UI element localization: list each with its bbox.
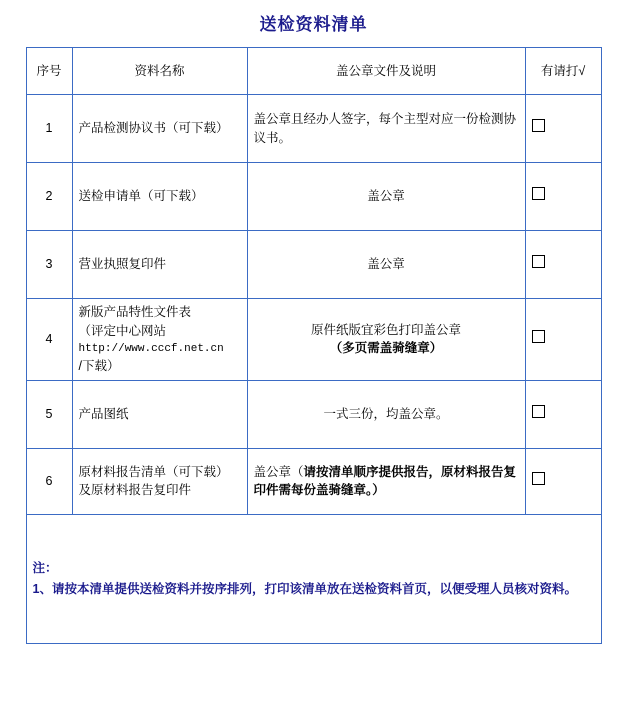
row-name-line2: （评定中心网站 xyxy=(78,323,167,338)
row-name xyxy=(72,448,247,514)
row-checkbox-cell[interactable] xyxy=(525,163,601,231)
row-desc-prefix: 盖公章（ xyxy=(253,464,304,479)
row-index: 3 xyxy=(26,231,72,299)
page-title: 送检资料清单 xyxy=(259,15,368,34)
header-check: 有请打√ xyxy=(525,48,601,95)
row-checkbox-cell[interactable] xyxy=(525,95,601,163)
checkbox-icon[interactable] xyxy=(532,405,545,418)
note-text: 1、请按本清单提供送检资料并按序排列，打印该清单放在送检资料首页，以便受理人员核对资料。 xyxy=(32,581,577,596)
table-row xyxy=(26,95,601,163)
row-desc-bold: 请按清单顺序提供报告，原材料报告复印件需每份盖骑缝章。） xyxy=(253,464,517,498)
row-name: 产品图纸 xyxy=(72,380,247,448)
row-checkbox-cell[interactable] xyxy=(525,299,601,381)
row-checkbox-cell[interactable] xyxy=(525,231,601,299)
table-row xyxy=(26,163,601,231)
table-header-row xyxy=(26,48,601,95)
row-checkbox-cell[interactable] xyxy=(525,448,601,514)
row-name xyxy=(72,299,247,381)
row-desc-line2: （多页需盖骑缝章） xyxy=(329,341,443,356)
table-note-row xyxy=(26,514,601,643)
row-desc xyxy=(247,299,525,381)
row-name-line3: http://www.cccf.net.cn xyxy=(78,342,224,355)
row-name-line1: 原材料报告清单（可下载） xyxy=(78,464,229,479)
row-index: 2 xyxy=(26,163,72,231)
table-row xyxy=(26,380,601,448)
header-desc: 盖公章文件及说明 xyxy=(247,48,525,95)
row-desc xyxy=(247,448,525,514)
table-row xyxy=(26,448,601,514)
header-index: 序号 xyxy=(26,48,72,95)
note-cell xyxy=(26,514,601,643)
row-desc: 盖公章且经办人签字，每个主型对应一份检测协议书。 xyxy=(247,95,525,163)
row-index: 5 xyxy=(26,380,72,448)
row-desc-line1: 原件纸版宜彩色打印盖公章 xyxy=(310,322,461,337)
table-header xyxy=(26,48,601,95)
row-name-line2: 及原材料报告复印件 xyxy=(78,483,192,498)
row-index: 6 xyxy=(26,448,72,514)
row-desc: 一式三份，均盖公章。 xyxy=(247,380,525,448)
header-name: 资料名称 xyxy=(72,48,247,95)
row-desc: 盖公章 xyxy=(247,163,525,231)
row-name: 营业执照复印件 xyxy=(72,231,247,299)
row-name-line4: /下载） xyxy=(78,359,120,373)
table-row xyxy=(26,299,601,381)
row-name: 送检申请单（可下载） xyxy=(72,163,247,231)
checkbox-icon[interactable] xyxy=(532,187,545,200)
row-name-line1: 新版产品特性文件表 xyxy=(78,305,192,319)
table-body xyxy=(26,95,601,644)
checkbox-icon[interactable] xyxy=(532,472,545,485)
note-label: 注： xyxy=(32,561,58,575)
row-index: 4 xyxy=(26,299,72,381)
row-desc: 盖公章 xyxy=(247,231,525,299)
checkbox-icon[interactable] xyxy=(532,330,545,343)
row-name: 产品检测协议书（可下载） xyxy=(72,95,247,163)
checkbox-icon[interactable] xyxy=(532,255,545,268)
checkbox-icon[interactable] xyxy=(532,119,545,132)
row-index: 1 xyxy=(26,95,72,163)
row-checkbox-cell[interactable] xyxy=(525,380,601,448)
table-row xyxy=(26,231,601,299)
checklist-table xyxy=(26,47,602,644)
